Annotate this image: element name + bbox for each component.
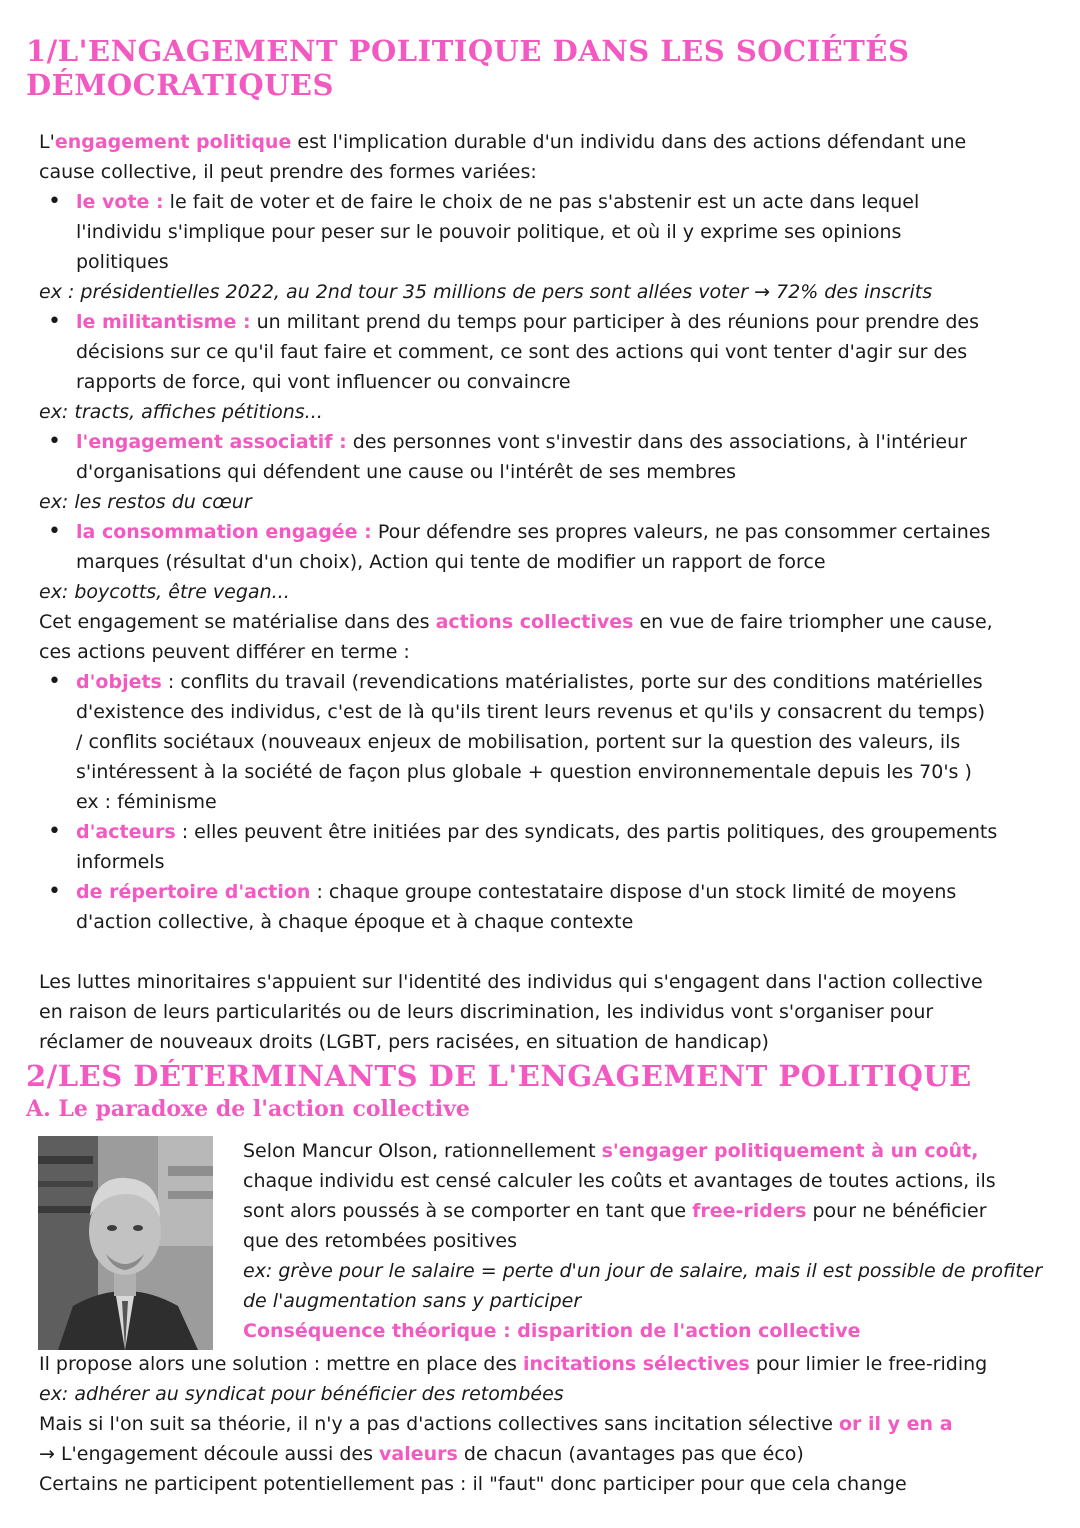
bullet-item-vote: • le vote : le fait de voter et de faire le choix de ne pas s'abstenir est un acte dans lequel [0, 187, 1069, 217]
bullet-continuation: décisions sur ce qu'il faut faire et comment, ce sont des actions qui vont tenter d'agir sur des [76, 341, 968, 363]
keyword: or il y en a [838, 1413, 953, 1435]
bullet-continuation: s'intéressent à la société de façon plus globale + question environnementale depuis les 70's ) [76, 761, 972, 783]
section1-body [39, 127, 1069, 1057]
keyword: actions collectives [435, 611, 634, 633]
bullet-continuation: d'organisations qui défendent une cause ou l'intérêt de ses membres [76, 461, 737, 483]
section1-title-line1: 1/L'ENGAGEMENT POLITIQUE DANS LES SOCIÉTÉS [26, 34, 910, 68]
keyword: d'objets [76, 671, 162, 693]
bullet-continuation: ex : féminisme [76, 791, 217, 813]
solution-line: → L'engagement découle aussi des valeurs de chacun (avantages pas que éco) [39, 1443, 804, 1465]
bullet-continuation: rapports de force, qui vont influencer ou convaincre [76, 371, 571, 393]
collective-line: ces actions peuvent différer en terme : [39, 641, 410, 663]
solution-line: Certains ne participent potentiellement pas : il "faut" donc participer pour que cela change [39, 1473, 907, 1495]
keyword: la consommation engagée : [76, 521, 372, 543]
example-line: ex: les restos du cœur [39, 491, 252, 513]
bullet-item-militantisme: • le militantisme : un militant prend du temps pour participer à des réunions pour prendre des [0, 307, 1069, 337]
bullet-continuation: marques (résultat d'un choix), Action qui tente de modifier un rapport de force [76, 551, 826, 573]
solution-block [39, 1349, 1069, 1499]
olson-block [243, 1136, 1063, 1346]
collective-line: Cet engagement se matérialise dans des actions collectives en vue de faire triompher une cause, [39, 611, 993, 633]
keyword: le vote : [76, 191, 164, 213]
luttes-line: réclamer de nouveaux droits (LGBT, pers racisées, en situation de handicap) [39, 1031, 769, 1053]
portrait-photo [38, 1136, 213, 1350]
bullet-item-consommation: • la consommation engagée : Pour défendre ses propres valeurs, ne pas consommer certaines [0, 517, 1069, 547]
keyword: valeurs [379, 1443, 458, 1465]
keyword: free-riders [692, 1200, 807, 1222]
section1-title [26, 34, 1026, 102]
intro-line: cause collective, il peut prendre des formes variées: [39, 161, 537, 183]
keyword: s'engager politiquement à un coût, [601, 1140, 979, 1162]
bullet-continuation: d'existence des individus, c'est de là qu'ils tirent leurs revenus et qu'ils y consacrent du temps) [76, 701, 985, 723]
bullet-continuation: / conflits sociétaux (nouveaux enjeux de mobilisation, portent sur la question des valeurs, ils [76, 731, 961, 753]
keyword: l'engagement associatif : [76, 431, 347, 453]
example-line: ex: grève pour le salaire = perte d'un jour de salaire, mais il est possible de profiter [243, 1260, 1043, 1282]
olson-line: sont alors poussés à se comporter en tant que free-riders pour ne bénéficier [243, 1200, 987, 1222]
portrait-illustration [38, 1136, 213, 1350]
olson-line: chaque individu est censé calculer les coûts et avantages de toutes actions, ils [243, 1170, 996, 1192]
bullet-item-acteurs: • d'acteurs : elles peuvent être initiées par des syndicats, des partis politiques, des groupements [0, 817, 1069, 847]
example-line: de l'augmentation sans y participer [243, 1290, 582, 1312]
bullet-item-objets: • d'objets : conflits du travail (revendications matérialistes, porte sur des conditions matérielles [0, 667, 1069, 697]
example-line: ex: tracts, affiches pétitions... [39, 401, 323, 423]
section2-title: 2/LES DÉTERMINANTS DE L'ENGAGEMENT POLITIQUE [26, 1059, 972, 1093]
example-line: ex: boycotts, être vegan... [39, 581, 290, 603]
solution-line: Il propose alors une solution : mettre en place des incitations sélectives pour limier le free-riding [39, 1353, 988, 1375]
olson-line: Selon Mancur Olson, rationnellement s'engager politiquement à un coût, [243, 1140, 979, 1162]
section1-title-line2: DÉMOCRATIQUES [26, 68, 334, 102]
bullet-continuation: d'action collective, à chaque époque et à chaque contexte [76, 911, 634, 933]
bullet-item-associatif: • l'engagement associatif : des personnes vont s'investir dans des associations, à l'intérieur [0, 427, 1069, 457]
bullet-item-repertoire: • de répertoire d'action : chaque groupe contestataire dispose d'un stock limité de moyens [0, 877, 1069, 907]
keyword: le militantisme : [76, 311, 251, 333]
keyword: d'acteurs [76, 821, 176, 843]
olson-line: que des retombées positives [243, 1230, 517, 1252]
spacer [39, 937, 1069, 967]
intro-line: L'engagement politique est l'implication durable d'un individu dans des actions défendant une [39, 131, 967, 153]
bullet-continuation: l'individu s'implique pour peser sur le pouvoir politique, et où il y exprime ses opinions [76, 221, 902, 243]
consequence-line: Conséquence théorique : disparition de l'action collective [243, 1320, 861, 1342]
example-line: ex: adhérer au syndicat pour bénéficier des retombées [39, 1383, 564, 1405]
keyword: de répertoire d'action [76, 881, 311, 903]
example-line: ex : présidentielles 2022, au 2nd tour 35 millions de pers sont allées voter → 72% des inscrits [39, 281, 933, 303]
solution-line: Mais si l'on suit sa théorie, il n'y a pas d'actions collectives sans incitation sélective or il y en a [39, 1413, 953, 1435]
luttes-line: en raison de leurs particularités ou de leurs discrimination, les individus vont s'organiser pour [39, 1001, 934, 1023]
bullet-continuation: politiques [76, 251, 169, 273]
section2-subtitle: A. Le paradoxe de l'action collective [26, 1096, 470, 1122]
bullet-continuation: informels [76, 851, 165, 873]
keyword: incitations sélectives [522, 1353, 750, 1375]
luttes-line: Les luttes minoritaires s'appuient sur l'identité des individus qui s'engagent dans l'action collective [39, 971, 983, 993]
keyword: engagement politique [54, 131, 292, 153]
